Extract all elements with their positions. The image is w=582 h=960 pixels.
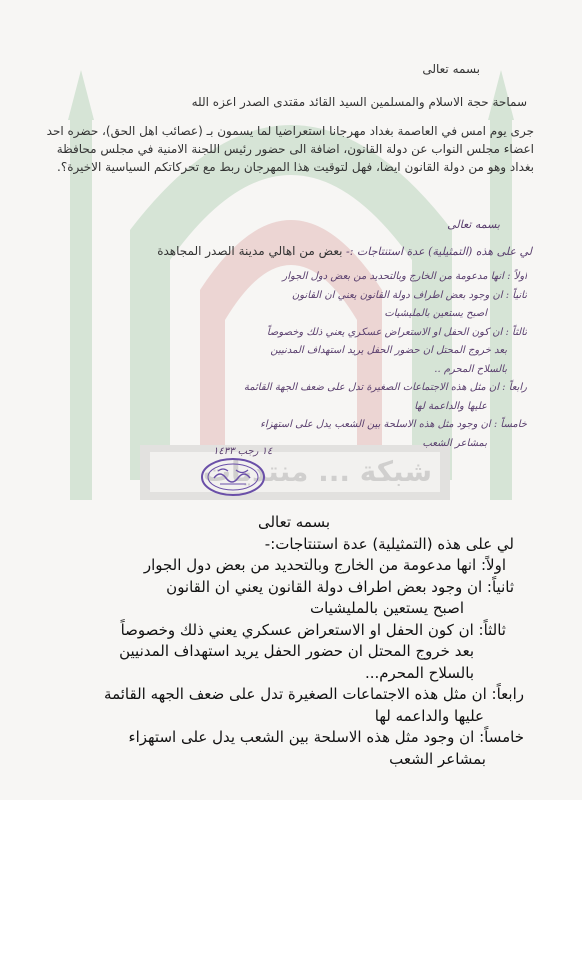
handwritten-line: خامساً : ان وجود مثل هذه الاسلحة بين الشعب يدل على استهزاء xyxy=(260,419,527,430)
transcription-line: عليها والداعمه لها xyxy=(374,706,484,725)
handwritten-line: رابعاً : ان مثل هذه الاجتماعات الصغيرة تدل على ضعف الجهة القائمة xyxy=(243,382,527,393)
question-body: جرى يوم امس في العاصمة بغداد مهرجانا استعراضيا لما يسمون بـ (عصائب اهل الحق)، حضره احد اعضاء مجلس النواب عن دولة القانون، اضافة الى حضور رئيس اللجنة الامنية في مجلس محافظة بغداد وهو من دولة القانون ايضا، فهل لتوقيت هذا المهرجان ربط مع تحركاتكم السياسية الاخيرة؟. xyxy=(46,124,534,174)
question-salutation: بسمه تعالى xyxy=(422,62,480,76)
transcription-line: بعد خروج المحتل ان حضور الحفل يريد استهداف المدنيين xyxy=(119,642,474,660)
transcription-line: بالسلاح المحرم... xyxy=(364,663,474,682)
handwritten-intro: لي على هذه (التمثيلية) عدة استنتاجات :- xyxy=(346,245,532,258)
handwritten-salutation: بسم‍ه تعالى xyxy=(447,218,500,231)
transcription xyxy=(4,512,524,770)
handwritten-line: اصبح يستعين بالمليشيات xyxy=(384,308,487,319)
handwritten-points xyxy=(47,268,527,453)
handwritten-line: بمشاعر الشعب xyxy=(422,437,487,449)
handwritten-date: ١٤ رجب ١٤٣٣ xyxy=(213,446,273,457)
transcription-line: خامساً: ان وجود مثل هذه الاسلحة بين الشعب يدل على استهزاء xyxy=(128,728,524,746)
transcription-line: ثانياً: ان وجود بعض اطراف دولة القانون يعني ان القانون xyxy=(166,577,514,596)
seal-stamp xyxy=(198,456,268,498)
handwritten-line: بالسلاح المحرم .. xyxy=(434,363,507,375)
transcription-line: اصبح يستعين بالمليشيات xyxy=(310,599,464,617)
watermark-text: شبكة ... منتديات xyxy=(202,455,432,488)
transcription-line: اولاً: انها مدعومة من الخارج وبالتحديد من بعض دول الجوار xyxy=(143,556,506,574)
transcription-intro: لي على هذه (التمثيلية) عدة استنتاجات:- xyxy=(264,534,514,553)
handwritten-intro-row xyxy=(32,244,532,258)
transcription-line: ثالثاً: ان كون الحفل او الاستعراض عسكري يعني ذلك وخصوصاً xyxy=(120,620,506,639)
transcription-line: بمشاعر الشعب xyxy=(389,749,486,768)
handwritten-line: ثانياً : ان وجود بعض اطراف دولة القانون يعني ان القانون xyxy=(291,289,527,301)
handwritten-line: بعد خروج المحتل ان حضور الحفل يريد استهداف المدنيين xyxy=(270,345,507,356)
transcription-line: رابعاً: ان مثل هذه الاجتماعات الصغيرة تدل على ضعف الجهه القائمة xyxy=(104,685,524,703)
handwritten-line: اولاً : انها مدعومة من الخارج وبالتحديد من بعض دول الجوار xyxy=(282,271,527,282)
handwritten-line: ثالثاً : ان كون الحفل او الاستعراض عسكري يعني ذلك وخصوصاً xyxy=(266,326,527,338)
typed-sender-note: بعض من اهالي مدينة الصدر المجاهدة xyxy=(157,244,343,258)
transcription-salutation: بسمه تعالى xyxy=(257,513,331,531)
handwritten-line: عليها والداعمة لها xyxy=(414,400,487,412)
question-addressee: سماحة حجة الاسلام والمسلمين السيد القائد مقتدى الصدر اعزه الله xyxy=(191,95,527,109)
